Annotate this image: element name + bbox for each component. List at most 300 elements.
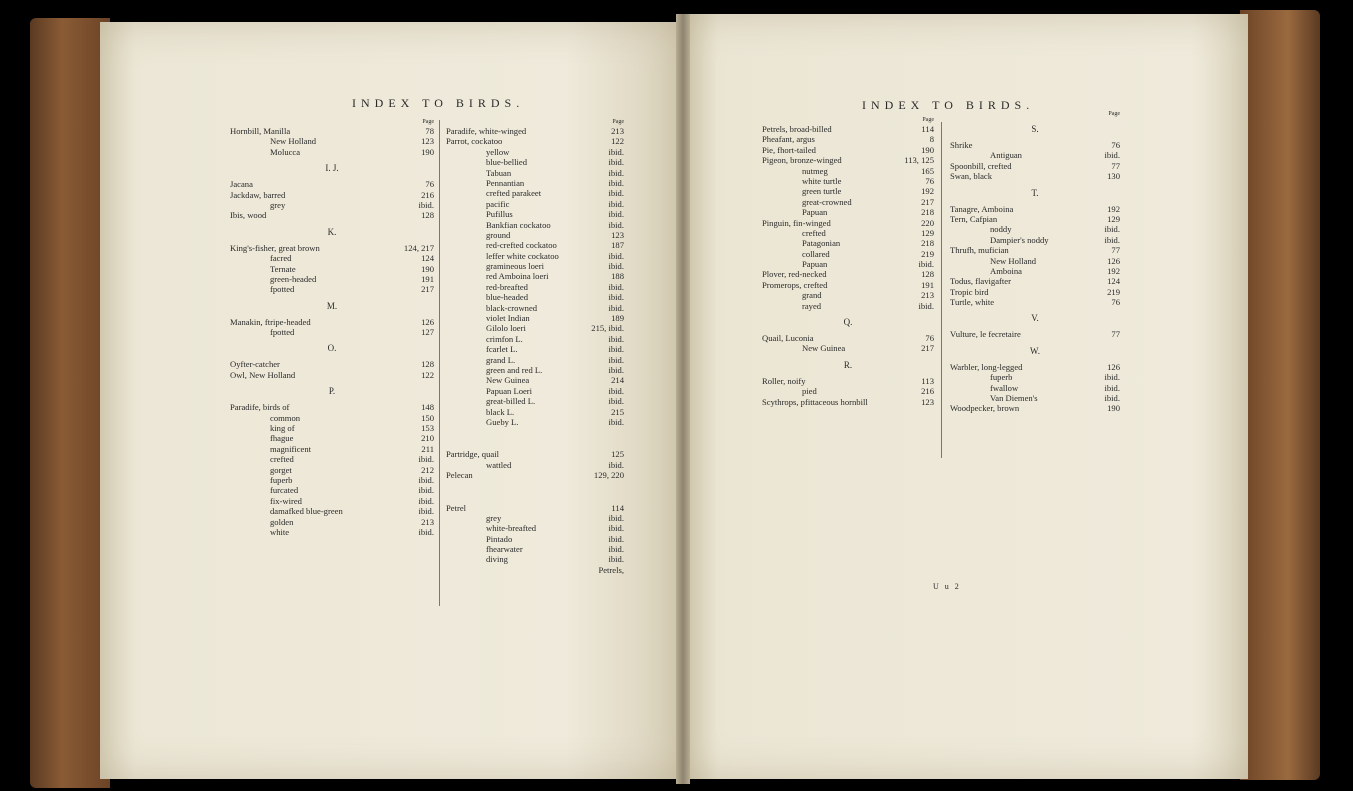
entry-label: Swan, black [950,171,993,182]
index-entry [446,157,624,167]
left-page-header: INDEX TO BIRDS. [352,96,525,110]
entry-label: Parrot, cockatoo [446,136,503,147]
entry-label: Tropic bird [950,286,989,297]
index-entry [230,423,434,433]
index-entry [446,407,624,417]
entry-label: Bankfian cockatoo [486,219,551,230]
entry-label: facred [270,253,292,264]
entry-label: Pie, fhort-tailed [762,144,816,155]
section-letter: P. [328,386,336,397]
entry-page-number: ibid. [418,474,434,485]
index-entry [230,200,434,210]
entry-page-number: 124, 217 [403,242,434,253]
entry-page-number: 217 [421,284,434,295]
entry-label: Partridge, quail [446,449,499,460]
index-entry [446,323,624,333]
index-entry [230,317,434,327]
entry-label: Manakin, ftripe-headed [230,316,311,327]
entry-page-number: 128 [421,359,434,370]
index-entry [950,161,1120,171]
index-entry [446,344,624,354]
entry-label: yellow [486,146,510,157]
entry-label: Pintado [486,533,513,544]
index-entry [950,214,1120,224]
entry-page-number: 114 [611,502,624,513]
index-entry [230,506,434,516]
index-entry [446,240,624,250]
index-entry [230,284,434,294]
entry-page-number: 130 [1107,171,1120,182]
section-letter: K. [327,226,337,237]
entry-page-number: 187 [611,240,624,251]
entry-page-number: 213 [921,290,934,301]
index-entry [446,199,624,209]
section-letter: I. J. [325,163,339,174]
left-column-divider [439,120,440,606]
index-entry [950,150,1120,160]
section-letter: V. [1031,313,1039,324]
index-entry [950,297,1120,307]
index-entry [230,485,434,495]
entry-label: Roller, noify [762,375,806,386]
entry-label: black-crowned [486,302,538,313]
index-entry [230,264,434,274]
index-entry [446,271,624,281]
right-page-header: INDEX TO BIRDS. [862,98,1035,112]
index-entry [446,503,624,513]
index-entry [446,136,624,146]
index-entry [230,413,434,423]
entry-page-number: 126 [421,316,434,327]
entry-page-number: 192 [1107,203,1120,214]
index-entry [446,449,624,459]
signature-mark: U u 2 [933,582,961,591]
index-entry [950,224,1120,234]
catchword: Petrels, [598,564,624,575]
entry-page-number: 219 [1107,286,1120,297]
index-entry [230,370,434,380]
entry-page-number: 150 [421,412,434,423]
entry-label: Thrufh, mufician [950,245,1009,256]
entry-page-number: 190 [421,263,434,274]
index-entry [230,136,434,146]
index-entry [762,290,934,300]
entry-label: black L. [486,406,515,417]
entry-page-number: 122 [421,369,434,380]
entry-page-number: 127 [421,327,434,338]
index-entry [762,186,934,196]
entry-label: damafked blue-green [270,506,343,517]
entry-page-number: ibid. [608,281,624,292]
entry-label: Hornbill, Manilla [230,126,291,136]
entry-page-number: 192 [1107,265,1120,276]
entry-label: Warbler, long-legged [950,361,1023,372]
entry-label: crimfon L. [486,333,523,344]
entry-label: green-headed [270,273,317,284]
entry-label: Pennantian [486,177,525,188]
entry-label: New Guinea [486,375,530,386]
entry-label: King's-fisher, great brown [230,242,320,253]
index-entry [230,126,434,136]
index-entry [446,523,624,533]
entry-page-number: 76 [1111,297,1120,308]
entry-page-number: 124 [421,253,434,264]
index-entry [446,460,624,470]
entry-page-number: 213 [421,516,434,527]
index-entry [762,176,934,186]
entry-page-number: ibid. [1104,393,1120,404]
index-entry [446,313,624,323]
index-entry [762,166,934,176]
entry-label: Plover, red-necked [762,269,827,280]
section-letter: Q. [843,317,853,328]
entry-page-number: ibid. [1104,234,1120,245]
entry-page-number: 128 [421,210,434,221]
entry-page-number: 219 [921,248,934,259]
index-entry [230,517,434,527]
entry-page-number: 129 [921,227,934,238]
entry-label: fhague [270,433,294,444]
entry-label: Quail, Luconia [762,333,814,344]
index-entry [950,235,1120,245]
entry-page-number: ibid. [608,167,624,178]
entry-page-number: ibid. [608,177,624,188]
entry-page-number: ibid. [608,157,624,168]
index-entry [762,145,934,155]
index-entry [446,261,624,271]
entry-page-number: ibid. [418,526,434,537]
entry-label: Tabuan [486,167,512,178]
entry-label: Gueby L. [486,416,519,427]
entry-label: Shrike [950,140,973,150]
index-entry [230,402,434,412]
entry-page-number: 190 [421,146,434,157]
entry-label: white-breafted [486,523,537,534]
entry-page-number: ibid. [608,344,624,355]
entry-label: crefted parakeet [486,188,542,199]
entry-label: grey [270,199,286,210]
entry-page-number: ibid. [918,300,934,311]
entry-page-number: ibid. [608,364,624,375]
entry-label: Gilolo loeri [486,323,526,334]
index-entry [950,276,1120,286]
entry-page-number: 76 [925,175,934,186]
entry-label: Oyfter-catcher [230,359,280,370]
index-entry [446,355,624,365]
index-entry [446,375,624,385]
entry-page-number: 216 [421,189,434,200]
index-entry [230,210,434,220]
entry-page-number: 165 [921,165,934,176]
entry-page-number: 190 [921,144,934,155]
index-entry [762,269,934,279]
entry-label: golden [270,516,294,527]
entry-label: crefted [270,454,294,465]
entry-page-number: 123 [421,136,434,147]
entry-page-number: ibid. [1104,372,1120,383]
entry-page-number: ibid. [608,333,624,344]
section-letter [446,427,624,449]
entry-page-number: ibid. [608,261,624,272]
index-entry [230,243,434,253]
entry-label: fpotted [270,327,295,338]
entry-label: Pufillus [486,209,513,220]
index-entry [950,245,1120,255]
index-entry [446,220,624,230]
entry-label: gorget [270,464,292,475]
entry-label: grand [802,290,822,301]
index-entry [762,207,934,217]
index-entry [446,188,624,198]
entry-label: Papuan Loeri [486,385,533,396]
index-entry [446,554,624,564]
entry-label: wattled [486,459,512,470]
entry-label: grand L. [486,354,516,365]
entry-page-number: ibid. [1104,150,1120,161]
entry-label: green turtle [802,186,842,197]
entry-label: red Amboina loeri [486,271,549,282]
entry-page-number: 123 [921,396,934,407]
section-letter: T. [1031,187,1039,198]
entry-page-number: 213 [611,126,624,136]
entry-label: Scythrops, pfittaceous hornbill [762,396,868,407]
entry-page-number: 76 [925,333,934,344]
index-entry [230,274,434,284]
entry-label: Petrel [446,502,467,513]
entry-page-number: 76 [425,179,434,190]
entry-label: Papuan [802,259,828,270]
entry-label: Promerops, crefted [762,279,828,290]
entry-label: fix-wired [270,495,302,506]
index-entry [446,168,624,178]
index-entry [762,280,934,290]
entry-page-number: 220 [921,217,934,228]
index-entry [230,190,434,200]
entry-label: white [270,526,290,537]
index-entry [950,171,1120,181]
entry-page-number: 215 [611,406,624,417]
entry-label: fpotted [270,284,295,295]
index-entry [950,403,1120,413]
index-entry [762,218,934,228]
entry-page-number: 192 [921,186,934,197]
entry-label: ground [486,229,511,240]
entry-label: Woodpecker, brown [950,403,1020,414]
index-entry [446,470,624,480]
entry-label: great-billed L. [486,396,536,407]
entry-label: Turtle, white [950,297,995,308]
entry-page-number: ibid. [608,544,624,555]
entry-page-number: 129, 220 [593,470,624,481]
entry-label: crefted [802,227,826,238]
entry-label: fcarlet L. [486,344,518,355]
entry-page-number: ibid. [608,302,624,313]
entry-page-number: ibid. [418,454,434,465]
entry-page-number: ibid. [1104,382,1120,393]
entry-label: white turtle [802,175,842,186]
entry-page-number: ibid. [608,354,624,365]
entry-label: Tanagre, Amboina [950,203,1014,214]
index-entry [950,287,1120,297]
entry-label: furcated [270,485,299,496]
index-entry [762,134,934,144]
index-entry [230,179,434,189]
entry-page-number: 113, 125 [904,155,934,166]
entry-label: violet Indian [486,313,530,324]
index-entry [950,393,1120,403]
index-entry [446,209,624,219]
entry-page-number: ibid. [608,292,624,303]
entry-page-number: 128 [921,269,934,280]
index-entry [446,334,624,344]
entry-page-number: 153 [421,423,434,434]
entry-page-number: 217 [921,343,934,354]
entry-page-number: 210 [421,433,434,444]
index-entry [762,249,934,259]
entry-page-number: 212 [421,464,434,475]
index-entry [446,178,624,188]
index-entry [446,544,624,554]
entry-page-number: 191 [421,273,434,284]
entry-label: red-breafted [486,281,528,292]
entry-page-number: ibid. [608,385,624,396]
entry-page-number: ibid. [608,459,624,470]
entry-page-number: 188 [611,271,624,282]
entry-label: Amboina [990,265,1022,276]
section-letter: W. [1030,345,1040,356]
entry-label: common [270,412,301,423]
entry-page-number: 189 [611,313,624,324]
index-entry [446,292,624,302]
entry-label: Paradife, birds of [230,402,290,413]
index-entry [230,359,434,369]
index-entry [762,386,934,396]
entry-label: noddy [990,224,1012,235]
index-entry [446,126,624,136]
index-entry [230,327,434,337]
entry-label: rayed [802,300,822,311]
index-entry [762,197,934,207]
entry-page-number: 214 [611,375,624,386]
entry-page-number: 78 [425,126,434,136]
entry-page-number: 218 [921,207,934,218]
index-entry [446,303,624,313]
entry-page-number: 8 [929,134,934,145]
section-letter: O. [327,343,337,354]
entry-label: fuperb [990,372,1013,383]
entry-label: Petrels, broad-billed [762,124,832,134]
index-entry [446,396,624,406]
entry-label: blue-headed [486,292,528,303]
index-entry [446,386,624,396]
entry-page-number: 215, ibid. [591,323,624,334]
entry-label: Patagonian [802,238,841,249]
section-letter: R. [843,359,853,370]
entry-page-number: ibid. [918,259,934,270]
page-column-heading: Page [612,119,624,125]
section-letter [446,481,624,503]
index-entry [230,454,434,464]
entry-page-number: ibid. [608,209,624,220]
entry-page-number: ibid. [418,506,434,517]
index-entry [446,417,624,427]
index-column-left-2 [446,118,624,575]
index-entry [762,343,934,353]
section-letter: M. [326,300,338,311]
entry-label: Jacana [230,179,253,190]
entry-label: Pheafant, argus [762,134,815,145]
entry-label: fuperb [270,474,293,485]
entry-label: Paradife, white-winged [446,126,527,136]
entry-label: New Holland [990,255,1037,266]
entry-label: collared [802,248,830,259]
entry-page-number: 129 [1107,213,1120,224]
entry-page-number: 217 [921,196,934,207]
entry-page-number: 125 [611,449,624,460]
entry-page-number: ibid. [608,512,624,523]
entry-label: Pigeon, bronze-winged [762,155,842,166]
entry-label: Todus, flavigafter [950,276,1011,287]
index-entry [446,282,624,292]
entry-page-number: ibid. [1104,224,1120,235]
index-entry [230,253,434,263]
entry-page-number: 126 [1107,255,1120,266]
index-entry [230,147,434,157]
index-entry [762,333,934,343]
entry-page-number: ibid. [608,554,624,565]
index-entry [762,259,934,269]
entry-page-number: 211 [421,443,434,454]
entry-label: leffer white cockatoo [486,250,559,261]
entry-page-number: 76 [1111,140,1120,150]
entry-page-number: 218 [921,238,934,249]
entry-label: Dampier's noddy [990,234,1049,245]
entry-page-number: 126 [1107,361,1120,372]
entry-label: diving [486,554,508,565]
index-entry [950,383,1120,393]
index-entry [762,397,934,407]
entry-page-number: ibid. [608,250,624,261]
index-entry [762,376,934,386]
index-entry [762,228,934,238]
index-entry [950,372,1120,382]
entry-label: great-crowned [802,196,852,207]
entry-label: Pinguin, fin-winged [762,217,831,228]
entry-label: fwallow [990,382,1019,393]
entry-page-number: 123 [611,229,624,240]
entry-page-number: ibid. [418,199,434,210]
right-column-divider [941,122,942,458]
entry-label: Pelecan [446,470,473,481]
entry-label: Ibis, wood [230,210,267,221]
entry-label: nutmeg [802,165,828,176]
index-entry [230,465,434,475]
entry-label: pied [802,386,817,397]
entry-label: Papuan [802,207,828,218]
entry-page-number: ibid. [418,495,434,506]
index-entry [762,124,934,134]
index-entry [230,527,434,537]
index-entry [230,475,434,485]
entry-page-number: 113 [921,375,934,386]
book-cover-right [1240,10,1320,780]
entry-label: Ternate [270,263,296,274]
section-letter: S. [1031,124,1039,134]
index-entry [230,433,434,443]
index-entry [950,256,1120,266]
page-column-heading: Page [922,117,934,123]
index-entry [230,444,434,454]
